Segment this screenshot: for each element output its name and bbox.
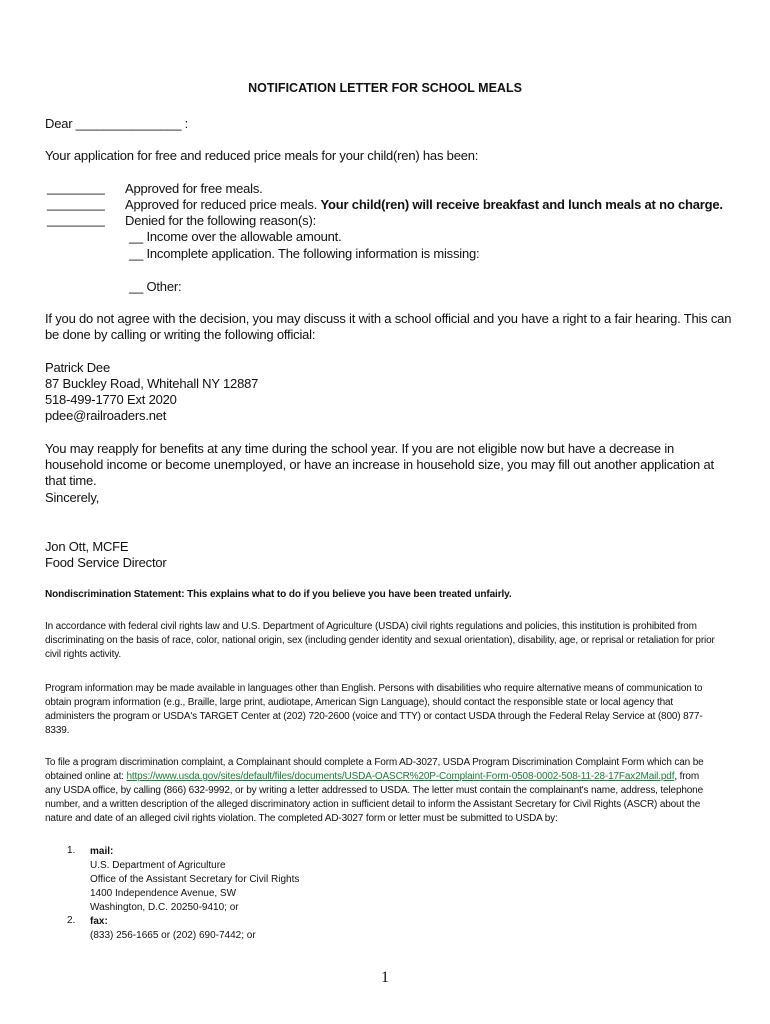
- mail-line-4: Washington, D.C. 20250-9410; or: [90, 902, 239, 913]
- complaint-text-before: To file a program discrimination complaint, a Complainant should complete a Form AD-3027, USDA Program Discrimination Complaint Form which can be obtained online at:: [45, 757, 704, 782]
- fax-line-1: (833) 256-1665 or (202) 690-7442; or: [90, 930, 256, 941]
- closing: Sincerely,: [45, 490, 100, 505]
- complaint-text-after: , from any USDA office, by calling (866) 632-9992, or by writing a letter addressed to USDA. The letter must contain the complainant's name, address, telephone number, and a written description of the alleged discriminatory action in sufficient detail to inform the Assistant Secretary for Civil Rights (ASCR) about the nature and date of an alleged civil rights violation. The completed AD-3027 form or letter must be submitted to USDA by:: [45, 771, 704, 824]
- official-email: pdee@railroaders.net: [45, 408, 167, 423]
- reason-income: __ Income over the allowable amount.: [129, 229, 342, 244]
- mail-line-3: 1400 Independence Avenue, SW: [90, 888, 237, 899]
- reduced-meals-text: Approved for reduced price meals.: [125, 197, 321, 212]
- list-item-mail-number: 1.: [67, 845, 76, 856]
- salutation: Dear _______________ :: [45, 116, 189, 131]
- option-denied: Denied for the following reason(s):: [125, 213, 316, 228]
- letter-title: NOTIFICATION LETTER FOR SCHOOL MEALS: [248, 81, 522, 95]
- hearing-paragraph: If you do not agree with the decision, you may discuss it with a school official and you have a right to a fair hearing. This can be done by calling or writing the following official:: [45, 311, 732, 342]
- reason-other: __ Other:: [129, 279, 182, 294]
- reduced-meals-blank[interactable]: ________: [47, 196, 105, 211]
- reason-incomplete: __ Incomplete application. The following information is missing:: [129, 246, 480, 261]
- nondiscrimination-p2: Program information may be made available in languages other than English. Persons with disabilities who require alternative means of communication to obtain program information (e.g., Braille, large print, audiotape, American Sign Language), should contact the responsible state or local agency that administers the program or USDA's TARGET Center at (202) 720-2600 (voice and TTY) or contact USDA through the Federal Relay Service at (800) 877-8339.: [45, 683, 703, 736]
- page-number: 1: [381, 969, 389, 986]
- complaint-form-link[interactable]: https://www.usda.gov/sites/default/files/documents/USDA-OASCR%20P-Complaint-Form-0508-0002-508-11-28-17Fax2Mail.pdf: [126, 771, 675, 782]
- list-item-fax-number: 2.: [67, 915, 76, 926]
- denied-blank[interactable]: ________: [47, 212, 105, 227]
- signer-name: Jon Ott, MCFE: [45, 539, 129, 554]
- nondiscrimination-p1: In accordance with federal civil rights law and U.S. Department of Agriculture (USDA) civil rights regulations and policies, this institution is prohibited from discriminating on the basis of race, color, national origin, sex (including gender identity and sexual orientation), disability, age, or reprisal or retaliation for prior civil rights activity.: [45, 621, 715, 660]
- fax-label: fax:: [90, 916, 108, 927]
- reapply-paragraph: You may reapply for benefits at any time during the school year. If you are not eligible now but have a decrease in household income or become unemployed, or have an increase in household size, you may fill out another application at that time.: [45, 441, 714, 488]
- nondiscrimination-heading: Nondiscrimination Statement: This explains what to do if you believe you have been treated unfairly.: [45, 589, 512, 600]
- mail-label: mail:: [90, 846, 114, 857]
- option-free-meals: Approved for free meals.: [125, 181, 263, 196]
- official-phone: 518-499-1770 Ext 2020: [45, 392, 177, 407]
- list-item-fax: [90, 915, 256, 943]
- official-name: Patrick Dee: [45, 360, 110, 375]
- list-item-mail: [90, 845, 299, 915]
- intro-text: Your application for free and reduced price meals for your child(ren) has been:: [45, 148, 479, 163]
- mail-line-1: U.S. Department of Agriculture: [90, 860, 226, 871]
- reduced-meals-note: Your child(ren) will receive breakfast and lunch meals at no charge.: [320, 197, 723, 212]
- nondiscrimination-p3: [45, 756, 717, 826]
- official-address: 87 Buckley Road, Whitehall NY 12887: [45, 376, 259, 391]
- mail-line-2: Office of the Assistant Secretary for Civil Rights: [90, 874, 300, 885]
- signer-title: Food Service Director: [45, 555, 167, 570]
- option-reduced-meals: [125, 197, 723, 212]
- free-meals-blank[interactable]: ________: [47, 180, 105, 195]
